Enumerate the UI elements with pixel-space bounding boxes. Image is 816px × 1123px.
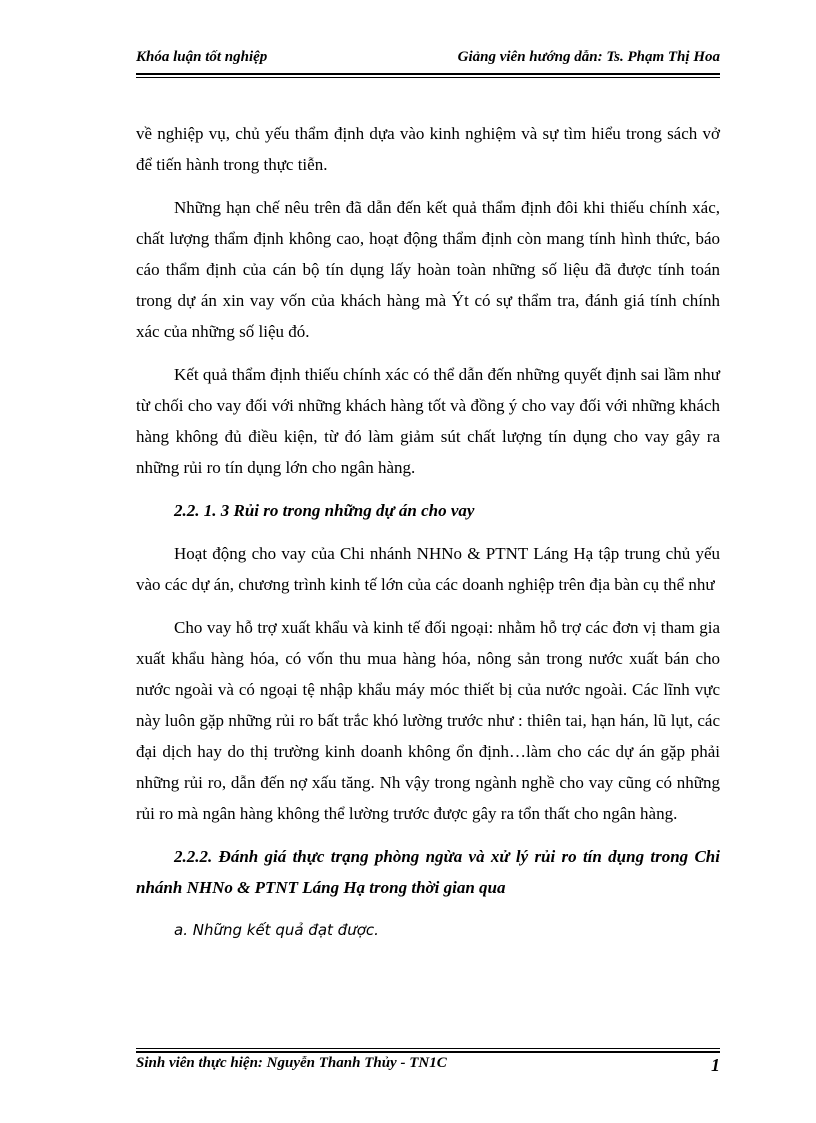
page-number: 1: [711, 1055, 720, 1075]
paragraph-continuation: về nghiệp vụ, chủ yếu thẩm định dựa vào kinh nghiệm và sự tìm hiểu trong sách vở để tiến hành trong thực tiễn.: [136, 124, 720, 174]
page-body: [136, 118, 720, 958]
header-rule-thick: [136, 73, 720, 75]
paragraph-appraisal-results: Kết quả thẩm định thiếu chính xác có thể dẫn đến những quyết định sai lầm như từ chối cho vay đối với những khách hàng tốt và đồng ý cho vay đối với những khách hàng không đủ điều kiện, từ đó làm giảm sút chất lượng tín dụng cho vay gây ra những rủi ro tín dụng lớn cho ngân hàng.: [136, 365, 720, 477]
footer-student-name: Sinh viên thực hiện: Nguyễn Thanh Thủy - TN1C: [136, 1055, 447, 1071]
section-heading-assessment: 2.2.2. Đánh giá thực trạng phòng ngừa và xử lý rủi ro tín dụng trong Chi nhánh NHNo & PTNT Láng Hạ trong thời gian qua: [136, 847, 720, 897]
page-header: [136, 49, 720, 71]
paragraph-export-lending: Cho vay hỗ trợ xuất khẩu và kinh tế đối ngoại: nhằm hỗ trợ các đơn vị tham gia xuất khẩu hàng hóa, có vốn thu mua hàng hóa, nông sản trong nước xuất bán cho nước ngoài và có ngoại tệ nhập khẩu máy móc thiết bị của nước ngoài. Các lĩnh vực này luôn gặp những rủi ro bất trắc khó lường trước như : thiên tai, hạn hán, lũ lụt, các đại dịch hay do thị trường kinh doanh không ổn định…làm cho các dự án gặp phải những rủi ro, dẫn đến nợ xấu tăng. Nh vậy trong ngành nghề cho vay cũng có những rủi ro mà ngân hàng không thể lường trước được gây ra tổn thất cho ngân hàng.: [136, 618, 720, 823]
paragraph-limitations: Những hạn chế nêu trên đã dẫn đến kết quả thẩm định đôi khi thiếu chính xác, chất lượng thẩm định không cao, hoạt động thẩm định còn mang tính hình thức, báo cáo thẩm định của cán bộ tín dụng lấy hoàn toàn những số liệu đã được tính toán trong dự án xin vay vốn của khách hàng mà Ýt có sự thẩm tra, đánh giá tính chính xác của những số liệu đó.: [136, 198, 720, 341]
paragraph-lending-activity: Hoạt động cho vay của Chi nhánh NHNo & PTNT Láng Hạ tập trung chủ yếu vào các dự án, chương trình kinh tế lớn của các doanh nghiệp trên địa bàn cụ thể như: [136, 544, 720, 594]
page-footer: [136, 1055, 720, 1077]
footer-rule-thin: [136, 1048, 720, 1049]
header-advisor: Giảng viên hướng dẫn: Ts. Phạm Thị Hoa: [457, 49, 720, 65]
list-item-achievements: a. Những kết quả đạt được.: [174, 921, 379, 939]
header-rule-thin: [136, 77, 720, 78]
section-heading-project-risk: 2.2. 1. 3 Rủi ro trong những dự án cho vay: [174, 501, 475, 520]
footer-rule-thick: [136, 1051, 720, 1053]
header-thesis-title: Khóa luận tốt nghiệp: [136, 49, 268, 65]
